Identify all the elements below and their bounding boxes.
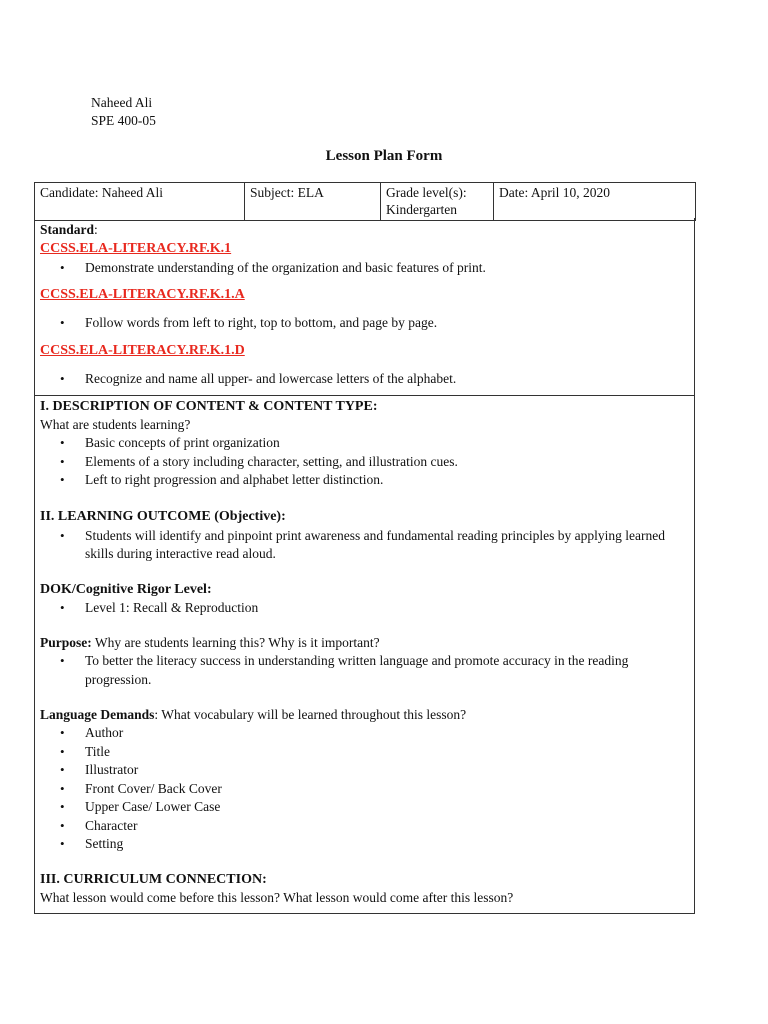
list-item: • Character	[40, 817, 689, 836]
list-item: • Author	[40, 724, 689, 743]
dok-heading: DOK/Cognitive Rigor Level:	[40, 581, 212, 597]
info-table	[34, 182, 696, 221]
list-item: • Front Cover/ Back Cover	[40, 780, 689, 799]
vocabulary-list	[40, 724, 689, 854]
page-title: Lesson Plan Form	[325, 148, 443, 164]
list-item: • Students will identify and pinpoint print awareness and fundamental reading principles by applying learned skills during interactive read aloud.	[40, 527, 684, 564]
list-item: • Title	[40, 743, 689, 762]
curriculum-prompt: What lesson would come before this lesson? What lesson would come after this lesson?	[40, 889, 514, 905]
standard-link-2[interactable]: CCSS.ELA-LITERACY.RF.K.1.A	[40, 286, 245, 302]
list-item: • Illustrator	[40, 761, 689, 780]
candidate-cell: Candidate: Naheed Ali	[35, 183, 245, 221]
description-heading: I. DESCRIPTION OF CONTENT & CONTENT TYPE:	[40, 399, 378, 414]
dok-list	[40, 599, 689, 618]
list-item: • Follow words from left to right, top to bottom, and page by page.	[40, 314, 689, 333]
purpose-heading	[40, 634, 689, 652]
date-cell: Date: April 10, 2020	[494, 183, 696, 221]
grade-cell: Grade level(s): Kindergarten	[381, 183, 494, 221]
list-item: • Setting	[40, 835, 689, 854]
standard-list-1	[40, 259, 689, 278]
standard-link-3[interactable]: CCSS.ELA-LITERACY.RF.K.1.D	[40, 343, 245, 358]
language-heading	[40, 706, 689, 724]
standard-colon: :	[94, 222, 98, 237]
subject-cell: Subject: ELA	[245, 183, 381, 221]
list-item: • To better the literacy success in understanding written language and promote accuracy in the reading progression.	[40, 652, 689, 689]
language-label: Language Demands	[40, 707, 155, 722]
standard-link-1[interactable]: CCSS.ELA-LITERACY.RF.K.1	[40, 241, 232, 256]
purpose-list	[40, 652, 689, 689]
list-item: • Recognize and name all upper- and lowercase letters of the alphabet.	[40, 370, 689, 389]
list-item: • Left to right progression and alphabet letter distinction.	[40, 471, 689, 490]
outcome-list	[40, 527, 689, 564]
curriculum-heading: III. CURRICULUM CONNECTION:	[40, 871, 267, 887]
info-row	[35, 183, 696, 221]
list-item: • Level 1: Recall & Reproduction	[40, 599, 689, 618]
language-prompt: : What vocabulary will be learned throughout this lesson?	[154, 707, 467, 722]
standard-section	[34, 218, 695, 396]
standard-label: Standard	[40, 222, 95, 237]
standard-heading	[40, 218, 689, 238]
purpose-label: Purpose:	[40, 635, 92, 650]
list-item: • Elements of a story including character, setting, and illustration cues.	[40, 453, 689, 472]
standard-list-3	[40, 370, 689, 389]
outcome-heading: II. LEARNING OUTCOME (Objective):	[40, 508, 286, 524]
description-prompt: What are students learning?	[40, 417, 191, 432]
author-header	[91, 94, 156, 130]
purpose-prompt: Why are students learning this? Why is it important?	[91, 635, 380, 650]
course-code: SPE 400-05	[91, 113, 156, 128]
author-name: Naheed Ali	[91, 95, 153, 110]
list-item: • Basic concepts of print organization	[40, 434, 689, 453]
standard-list-2	[40, 314, 689, 333]
list-item: • Upper Case/ Lower Case	[40, 798, 689, 817]
list-item: • Demonstrate understanding of the organization and basic features of print.	[40, 259, 689, 278]
description-list	[40, 434, 689, 490]
main-section	[34, 396, 695, 914]
